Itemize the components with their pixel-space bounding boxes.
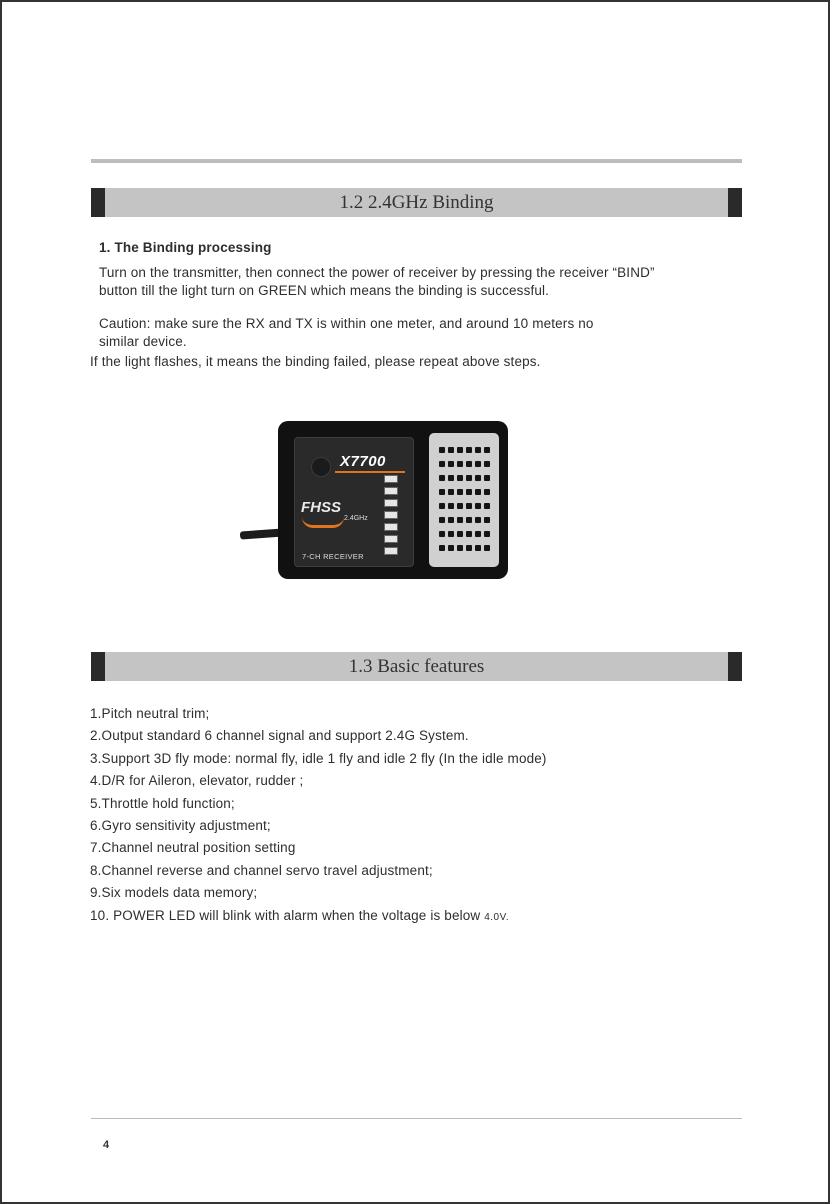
receiver-pin [466, 531, 472, 537]
receiver-pin [457, 447, 463, 453]
receiver-frequency: 2.4GHz [344, 515, 368, 522]
receiver-channel-label [384, 523, 398, 531]
receiver-pin [466, 461, 472, 467]
binding-paragraph-line-1: Turn on the transmitter, then connect the power of receiver by pressing the receiver “BIND” [99, 265, 655, 280]
section-header-binding: 1.2 2.4GHz Binding [91, 188, 742, 217]
feature-item [90, 905, 547, 929]
receiver-pin [457, 489, 463, 495]
feature-item: 8.Channel reverse and channel servo travel adjustment; [90, 862, 433, 878]
receiver-pin [457, 503, 463, 509]
receiver-led [311, 457, 331, 477]
receiver-pin [439, 461, 445, 467]
receiver-pin [439, 545, 445, 551]
receiver-pin [484, 489, 490, 495]
binding-paragraph-line-2: button till the light turn on GREEN which means the binding is successful. [99, 283, 550, 298]
caution-line-2: similar device. [99, 334, 187, 349]
receiver-pin [484, 447, 490, 453]
receiver-pin [466, 489, 472, 495]
receiver-pin [448, 461, 454, 467]
receiver-pin [466, 517, 472, 523]
receiver-pin [439, 517, 445, 523]
receiver-fhss-logo: FHSS [301, 499, 342, 516]
receiver-pin [484, 531, 490, 537]
receiver-pin [448, 531, 454, 537]
receiver-pin [448, 447, 454, 453]
feature-list [90, 703, 547, 929]
receiver-pin [457, 475, 463, 481]
receiver-pin [475, 475, 481, 481]
section-header-features: 1.3 Basic features [91, 652, 742, 681]
receiver-channel-label [384, 487, 398, 495]
receiver-pin [484, 517, 490, 523]
receiver-accent-stripe [335, 471, 405, 473]
receiver-pin [448, 517, 454, 523]
receiver-pin [475, 489, 481, 495]
receiver-pin [439, 531, 445, 537]
receiver-pin [475, 517, 481, 523]
feature-item: 1.Pitch neutral trim; [90, 706, 210, 721]
receiver-pin [448, 503, 454, 509]
receiver-pin [466, 447, 472, 453]
caution-line-1: Caution: make sure the RX and TX is within one meter, and around 10 meters no [99, 316, 594, 331]
footer-rule [91, 1118, 742, 1119]
receiver-name: 7-CH RECEIVER [302, 552, 364, 561]
feature-10-text: 10. POWER LED will blink with alarm when the voltage is below [90, 907, 481, 923]
receiver-pin [475, 531, 481, 537]
receiver-pin [448, 545, 454, 551]
receiver-servo-pins [429, 433, 499, 567]
receiver-model-text: X7700 [340, 453, 386, 470]
receiver-pin [466, 545, 472, 551]
receiver-pin [484, 475, 490, 481]
receiver-pin [448, 489, 454, 495]
receiver-pin [439, 475, 445, 481]
receiver-pin [457, 461, 463, 467]
receiver-pin [475, 545, 481, 551]
receiver-pin [466, 475, 472, 481]
receiver-pin [466, 503, 472, 509]
receiver-pin [439, 447, 445, 453]
receiver-pin [457, 531, 463, 537]
receiver-pin [448, 475, 454, 481]
feature-item: 7.Channel neutral position setting [90, 840, 296, 856]
receiver-pin [439, 503, 445, 509]
receiver-pin [484, 461, 490, 467]
receiver-channel-label [384, 547, 398, 555]
header-rule [91, 159, 742, 163]
receiver-channel-label [384, 535, 398, 543]
receiver-pin [475, 447, 481, 453]
feature-item: 2.Output standard 6 channel signal and support 2.4G System. [90, 728, 469, 744]
receiver-pin [457, 545, 463, 551]
receiver-pin [475, 503, 481, 509]
receiver-channel-label [384, 499, 398, 507]
feature-item: 6.Gyro sensitivity adjustment; [90, 818, 271, 834]
receiver-pin [484, 545, 490, 551]
receiver-channel-label [384, 511, 398, 519]
feature-item: 4.D/R for Aileron, elevator, rudder ; [90, 773, 304, 789]
receiver-pin [457, 517, 463, 523]
receiver-swoosh [302, 517, 344, 528]
receiver-image [240, 419, 512, 584]
feature-item: 9.Six models data memory; [90, 885, 258, 901]
receiver-pin [475, 461, 481, 467]
receiver-pin [439, 489, 445, 495]
binding-failure-note: If the light flashes, it means the binding failed, please repeat above steps. [90, 354, 541, 369]
feature-item: 3.Support 3D fly mode: normal fly, idle 1 fly and idle 2 fly (In the idle mode) [90, 750, 547, 766]
receiver-pin [484, 503, 490, 509]
feature-item: 5.Throttle hold function; [90, 795, 235, 811]
page-number: 4 [103, 1139, 110, 1151]
feature-10-voltage: 4.0V. [484, 911, 510, 923]
receiver-channel-label [384, 475, 398, 483]
binding-heading: 1. The Binding processing [99, 240, 272, 255]
